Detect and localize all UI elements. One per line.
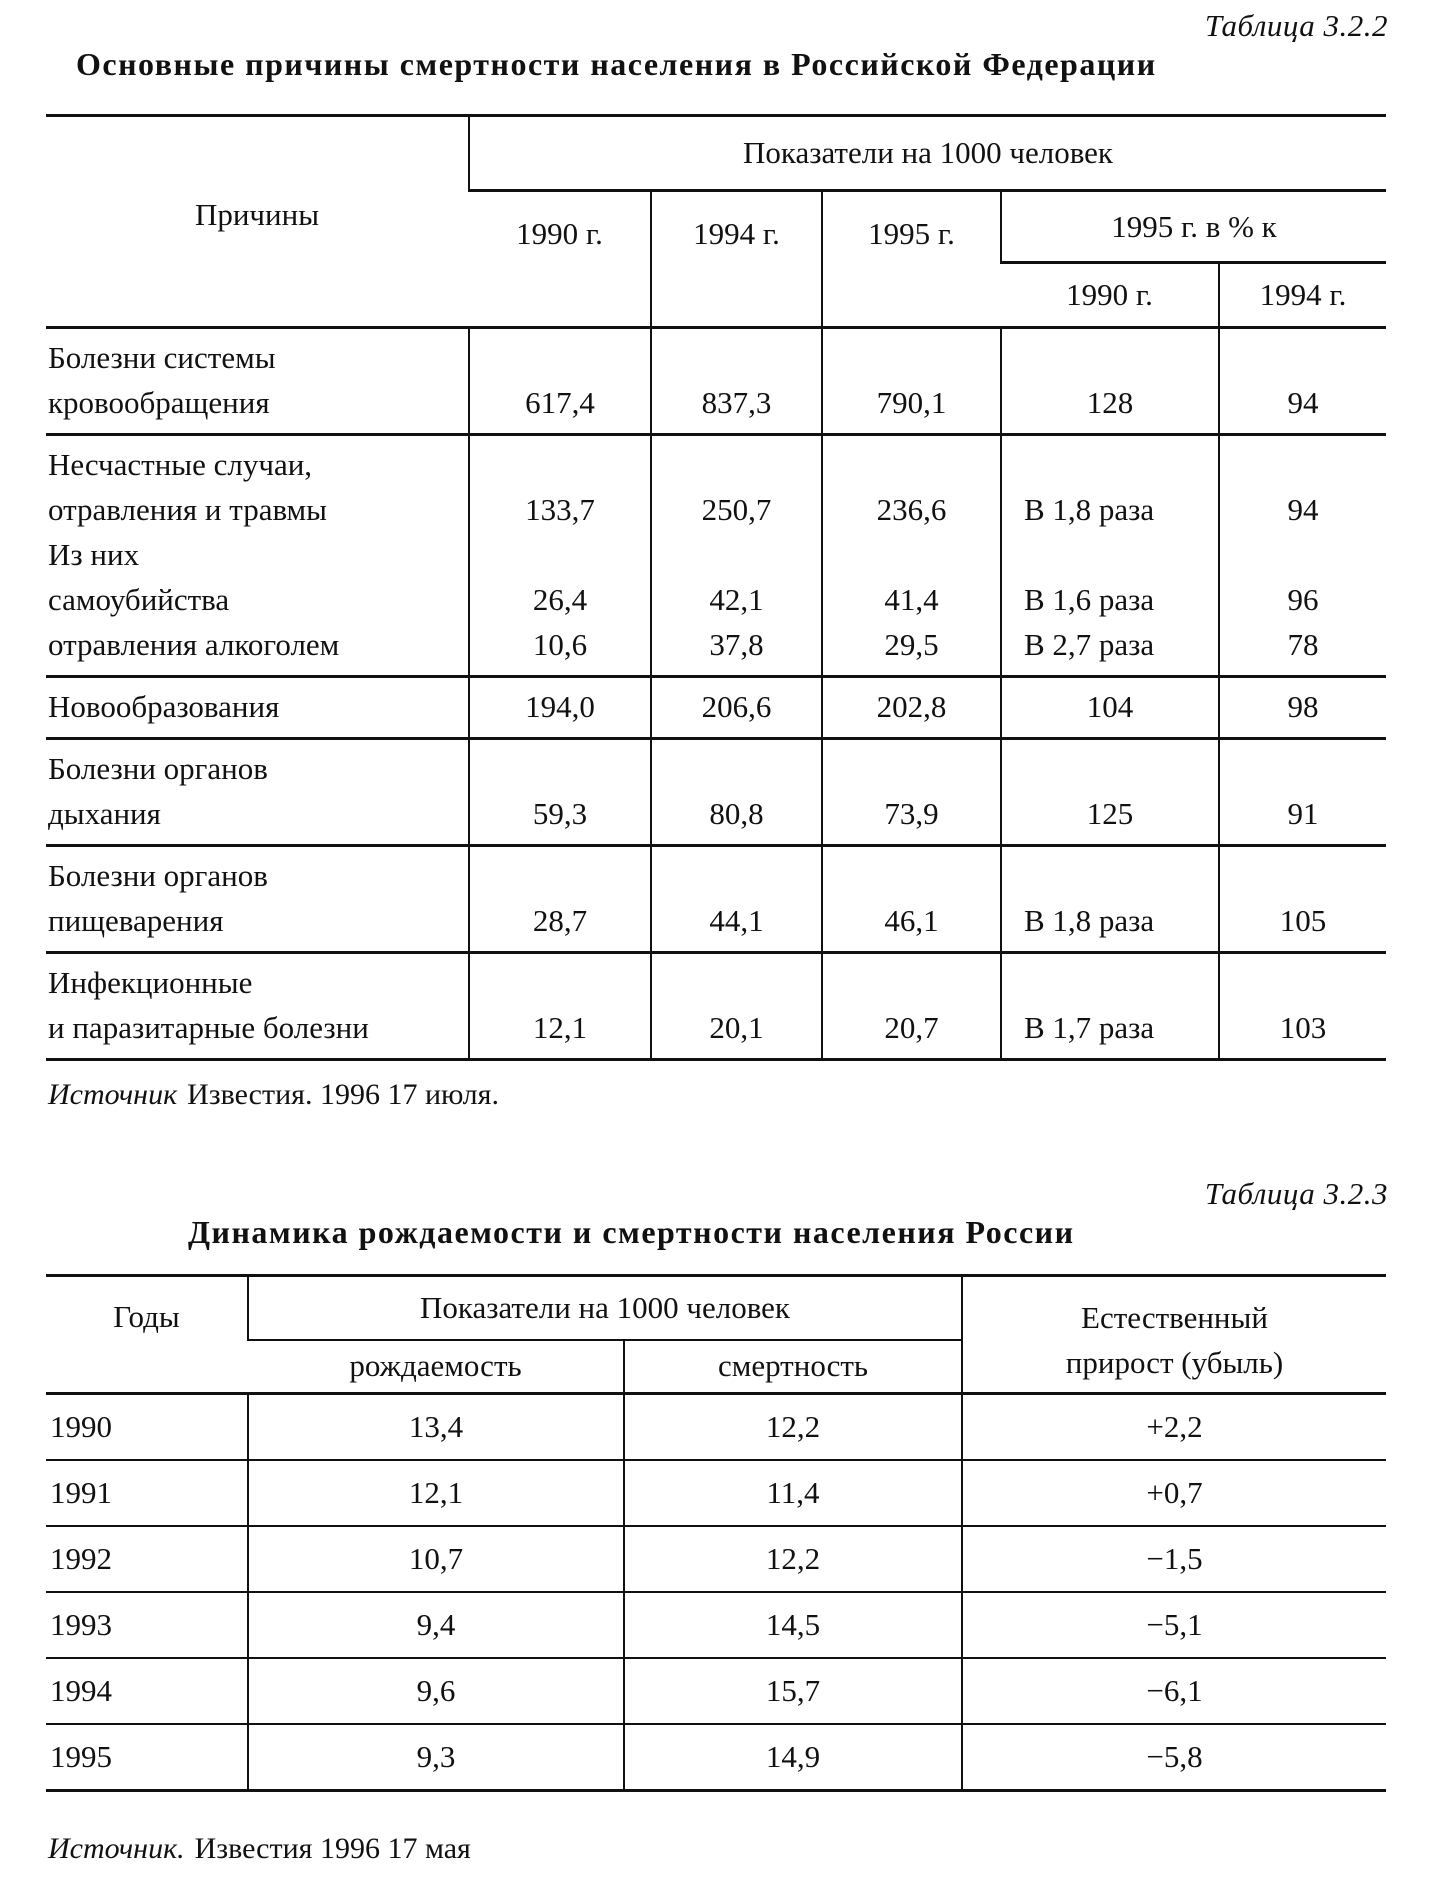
header-1995: 1995 г. xyxy=(822,191,1001,328)
cause-label: Болезни системы xyxy=(48,340,276,375)
cause-label: дыхания xyxy=(48,796,161,831)
natural-cell: −5,1 xyxy=(962,1592,1386,1658)
value-1994: 42,1 xyxy=(709,582,764,617)
source-label: Источник. xyxy=(48,1832,185,1865)
value-1995: 236,6 xyxy=(876,492,947,527)
birth-death-table xyxy=(46,1274,1386,1792)
birth-cell: 9,6 xyxy=(248,1658,624,1724)
pct-1990: 128 xyxy=(1086,385,1134,420)
header-causes: Причины xyxy=(46,116,469,328)
value-1994: 20,1 xyxy=(709,1010,764,1045)
value-1994: 206,6 xyxy=(701,689,772,724)
table-row xyxy=(46,1526,1386,1592)
value-1994: 250,7 xyxy=(701,492,772,527)
pct-1990: 104 xyxy=(1086,689,1134,724)
header-indicators: Показатели на 1000 человек xyxy=(469,116,1386,191)
table1-title: Основные причины смертности населения в Российской Федерации xyxy=(76,46,1157,82)
death-cell: 11,4 xyxy=(624,1460,962,1526)
death-cell: 12,2 xyxy=(624,1526,962,1592)
value-1995: 20,7 xyxy=(884,1010,939,1045)
cause-label: Болезни органов xyxy=(48,858,268,893)
value-1990: 26,4 xyxy=(532,582,588,617)
header-years: Годы xyxy=(46,1276,248,1394)
table1-source xyxy=(48,1078,499,1112)
mortality-causes-table xyxy=(46,114,1386,1061)
value-1995: 46,1 xyxy=(884,903,939,938)
header-1994: 1994 г. xyxy=(651,191,822,328)
header-birth: рождаемость xyxy=(248,1340,624,1394)
birth-cell: 10,7 xyxy=(248,1526,624,1592)
pct-1994: 98 xyxy=(1287,689,1319,724)
table-row xyxy=(46,953,1386,1060)
table2-title: Динамика рождаемости и смертности населения России xyxy=(188,1214,1075,1250)
table-row xyxy=(46,846,1386,953)
pct-1990: В 1,8 раза xyxy=(1024,903,1155,938)
table-row xyxy=(46,328,1386,435)
value-1990: 133,7 xyxy=(525,492,595,527)
value-1995: 73,9 xyxy=(884,796,939,831)
year-cell: 1992 xyxy=(46,1526,248,1592)
table-row xyxy=(46,1460,1386,1526)
table-row xyxy=(46,739,1386,846)
value-1995: 41,4 xyxy=(884,582,939,617)
cause-label: отравления и травмы xyxy=(48,492,327,527)
value-1995: 790,1 xyxy=(876,385,947,420)
year-cell: 1990 xyxy=(50,1409,112,1444)
death-cell: 15,7 xyxy=(624,1658,962,1724)
birth-cell: 12,1 xyxy=(248,1460,624,1526)
pct-1990: В 1,8 раза xyxy=(1024,492,1155,527)
cause-label: Инфекционные xyxy=(48,965,253,1000)
header-1990: 1990 г. xyxy=(469,191,651,328)
natural-cell: −5,8 xyxy=(962,1724,1386,1791)
value-1994: 37,8 xyxy=(709,627,764,662)
value-1990: 28,7 xyxy=(532,903,588,938)
table2-source xyxy=(48,1832,471,1866)
death-cell: 12,2 xyxy=(624,1394,962,1461)
cause-label: Несчастные случаи, xyxy=(48,447,313,482)
pct-1994: 91 xyxy=(1287,796,1319,831)
table-row xyxy=(46,435,1386,677)
death-cell: 14,5 xyxy=(624,1592,962,1658)
natural-cell: −6,1 xyxy=(962,1658,1386,1724)
sub-label: самоубийства xyxy=(48,582,230,617)
value-1990: 194,0 xyxy=(525,689,595,724)
value-1990: 12,1 xyxy=(532,1010,588,1045)
source-text: Известия. 1996 17 июля. xyxy=(187,1078,499,1111)
header-natural: Естественный xyxy=(1081,1300,1268,1335)
table-row xyxy=(46,677,1386,739)
death-cell: 14,9 xyxy=(624,1724,962,1791)
year-cell: 1991 xyxy=(46,1460,248,1526)
value-1995: 29,5 xyxy=(884,627,939,662)
year-cell: 1994 xyxy=(46,1658,248,1724)
sub-header: Из них xyxy=(48,537,140,572)
birth-cell: 9,3 xyxy=(248,1724,624,1791)
header-natural: прирост (убыль) xyxy=(1065,1345,1284,1380)
source-text: Известия 1996 17 мая xyxy=(194,1832,471,1865)
cause-label: пищеварения xyxy=(48,903,224,938)
table2-number: Таблица 3.2.3 xyxy=(1204,1176,1388,1211)
pct-1994: 94 xyxy=(1287,385,1319,420)
pct-1990: 125 xyxy=(1086,796,1134,831)
pct-1994: 105 xyxy=(1279,903,1327,938)
table-row xyxy=(46,1658,1386,1724)
sub-label: отравления алкоголем xyxy=(48,627,340,662)
header-pct-1994: 1994 г. xyxy=(1219,263,1386,328)
birth-cell: 13,4 xyxy=(248,1394,624,1461)
table-row xyxy=(46,1724,1386,1791)
natural-cell: +2,2 xyxy=(962,1394,1386,1461)
birth-cell: 9,4 xyxy=(248,1592,624,1658)
header-pct-1990: 1990 г. xyxy=(1001,263,1219,328)
value-1995: 202,8 xyxy=(876,689,947,724)
table-row xyxy=(46,1592,1386,1658)
value-1994: 44,1 xyxy=(709,903,764,938)
source-label: Источник xyxy=(48,1078,178,1111)
header-death: смертность xyxy=(624,1340,962,1394)
pct-1990: В 2,7 раза xyxy=(1024,627,1155,662)
pct-1990: В 1,7 раза xyxy=(1024,1010,1155,1045)
table1-number: Таблица 3.2.2 xyxy=(1204,8,1388,43)
cause-label: Новообразования xyxy=(48,689,280,724)
value-1990: 59,3 xyxy=(532,796,588,831)
pct-1994: 103 xyxy=(1279,1010,1327,1045)
year-cell: 1995 xyxy=(46,1724,248,1791)
pct-1990: В 1,6 раза xyxy=(1024,582,1155,617)
header-indicators: Показатели на 1000 человек xyxy=(248,1276,962,1340)
value-1990: 10,6 xyxy=(532,627,588,662)
cause-label: Болезни органов xyxy=(48,751,268,786)
natural-cell: +0,7 xyxy=(962,1460,1386,1526)
value-1994: 837,3 xyxy=(701,385,772,420)
cause-label: и паразитарные болезни xyxy=(48,1010,369,1045)
year-cell: 1993 xyxy=(46,1592,248,1658)
pct-1994: 96 xyxy=(1287,582,1319,617)
cause-label: кровообращения xyxy=(48,385,270,420)
table-row xyxy=(46,1394,1386,1461)
natural-cell: −1,5 xyxy=(962,1526,1386,1592)
pct-1994: 78 xyxy=(1287,627,1319,662)
pct-1994: 94 xyxy=(1287,492,1319,527)
header-pct: 1995 г. в % к xyxy=(1001,191,1386,263)
value-1994: 80,8 xyxy=(709,796,764,831)
value-1990: 617,4 xyxy=(525,385,595,420)
